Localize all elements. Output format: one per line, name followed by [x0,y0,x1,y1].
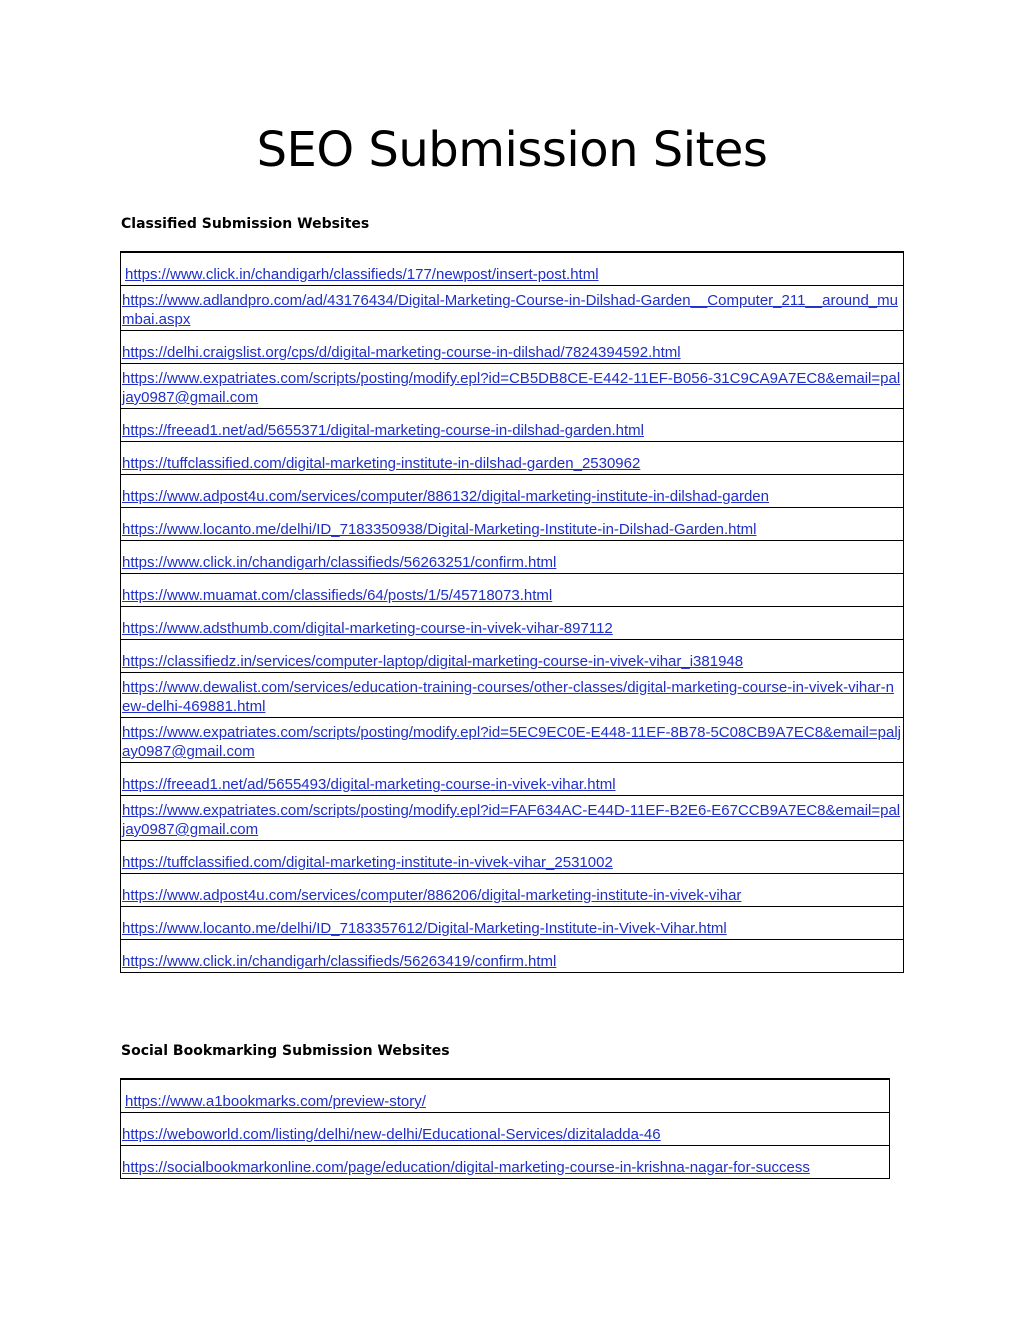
table-cell [121,331,904,364]
table-cell [121,940,904,973]
table-cell [121,442,904,475]
classified-link[interactable]: https://www.adsthumb.com/digital-marketing-course-in-vivek-vihar-897112 [122,620,613,637]
table-row [121,574,904,607]
table-row [121,541,904,574]
table-cell [121,409,904,442]
classified-link[interactable]: https://www.expatriates.com/scripts/posting/modify.epl?id=5EC9EC0E-E448-11EF-8B78-5C08CB9A7EC8&email=paljay0987@gmail.com [122,724,901,760]
table-row [121,1113,890,1146]
table-row [121,841,904,874]
table-cell [121,364,904,409]
table-row [121,442,904,475]
classified-link[interactable]: https://freead1.net/ad/5655371/digital-marketing-course-in-dilshad-garden.html [122,422,644,439]
classified-links-table [120,251,904,973]
table-cell [121,763,904,796]
table-row [121,1079,890,1113]
classified-link[interactable]: https://www.expatriates.com/scripts/posting/modify.epl?id=FAF634AC-E44D-11EF-B2E6-E67CCB9A7EC8&email=paljay0987@gmail.com [122,802,901,838]
social-link[interactable]: https://www.a1bookmarks.com/preview-story/ [125,1093,426,1110]
table-row [121,763,904,796]
table-cell [121,475,904,508]
classified-section-heading: Classified Submission Websites [121,216,370,232]
table-row [121,718,904,763]
classified-link[interactable]: https://www.adlandpro.com/ad/43176434/Digital-Marketing-Course-in-Dilshad-Garden__Computer_211__around_mumbai.aspx [122,292,898,328]
classified-link[interactable]: https://www.click.in/chandigarh/classifieds/177/newpost/insert-post.html [125,266,599,283]
table-row [121,607,904,640]
classified-link[interactable]: https://www.click.in/chandigarh/classifieds/56263251/confirm.html [122,554,557,571]
social-links-table [120,1078,890,1179]
table-cell [121,286,904,331]
classified-links-body [121,252,904,973]
table-cell [121,841,904,874]
classified-link[interactable]: https://freead1.net/ad/5655493/digital-marketing-course-in-vivek-vihar.html [122,776,616,793]
classified-link[interactable]: https://www.dewalist.com/services/education-training-courses/other-classes/digital-marketing-course-in-vivek-vihar-new-delhi-469881.html [122,679,894,715]
table-cell [121,907,904,940]
social-link[interactable]: https://socialbookmarkonline.com/page/education/digital-marketing-course-in-krishna-nagar-for-success [122,1159,810,1176]
table-cell [121,874,904,907]
classified-link[interactable]: https://www.locanto.me/delhi/ID_7183350938/Digital-Marketing-Institute-in-Dilshad-Garden.html [122,521,757,538]
table-cell [121,607,904,640]
table-cell [121,640,904,673]
table-row [121,508,904,541]
table-row [121,286,904,331]
social-link[interactable]: https://weboworld.com/listing/delhi/new-delhi/Educational-Services/dizitaladda-46 [122,1126,661,1143]
table-cell [121,541,904,574]
table-cell [121,252,904,286]
social-links-body [121,1079,890,1179]
table-cell [121,574,904,607]
table-row [121,796,904,841]
classified-link[interactable]: https://www.adpost4u.com/services/computer/886206/digital-marketing-institute-in-vivek-vihar [122,887,742,904]
table-row [121,673,904,718]
classified-link[interactable]: https://www.adpost4u.com/services/computer/886132/digital-marketing-institute-in-dilshad-garden [122,488,769,505]
table-row [121,640,904,673]
table-row [121,907,904,940]
classified-link[interactable]: https://delhi.craigslist.org/cps/d/digital-marketing-course-in-dilshad/7824394592.html [122,344,681,361]
classified-link[interactable]: https://www.muamat.com/classifieds/64/posts/1/5/45718073.html [122,587,553,604]
page-title: SEO Submission Sites [256,122,768,178]
table-cell [121,1079,890,1113]
classified-link[interactable]: https://www.click.in/chandigarh/classifieds/56263419/confirm.html [122,953,557,970]
table-row [121,475,904,508]
table-row [121,331,904,364]
table-cell [121,508,904,541]
table-cell [121,673,904,718]
social-section-heading: Social Bookmarking Submission Websites [121,1043,450,1059]
table-row [121,252,904,286]
table-row [121,940,904,973]
table-row [121,364,904,409]
classified-link[interactable]: https://tuffclassified.com/digital-marketing-institute-in-dilshad-garden_2530962 [122,455,641,472]
table-row [121,409,904,442]
classified-link[interactable]: https://tuffclassified.com/digital-marketing-institute-in-vivek-vihar_2531002 [122,854,613,871]
table-cell [121,796,904,841]
classified-link[interactable]: https://classifiedz.in/services/computer-laptop/digital-marketing-course-in-vivek-vihar_i381948 [122,653,744,670]
table-row [121,1146,890,1179]
classified-link[interactable]: https://www.expatriates.com/scripts/posting/modify.epl?id=CB5DB8CE-E442-11EF-B056-31C9CA9A7EC8&email=paljay0987@gmail.com [122,370,901,406]
classified-link[interactable]: https://www.locanto.me/delhi/ID_7183357612/Digital-Marketing-Institute-in-Vivek-Vihar.html [122,920,727,937]
table-row [121,874,904,907]
table-cell [121,1146,890,1179]
table-cell [121,718,904,763]
table-cell [121,1113,890,1146]
